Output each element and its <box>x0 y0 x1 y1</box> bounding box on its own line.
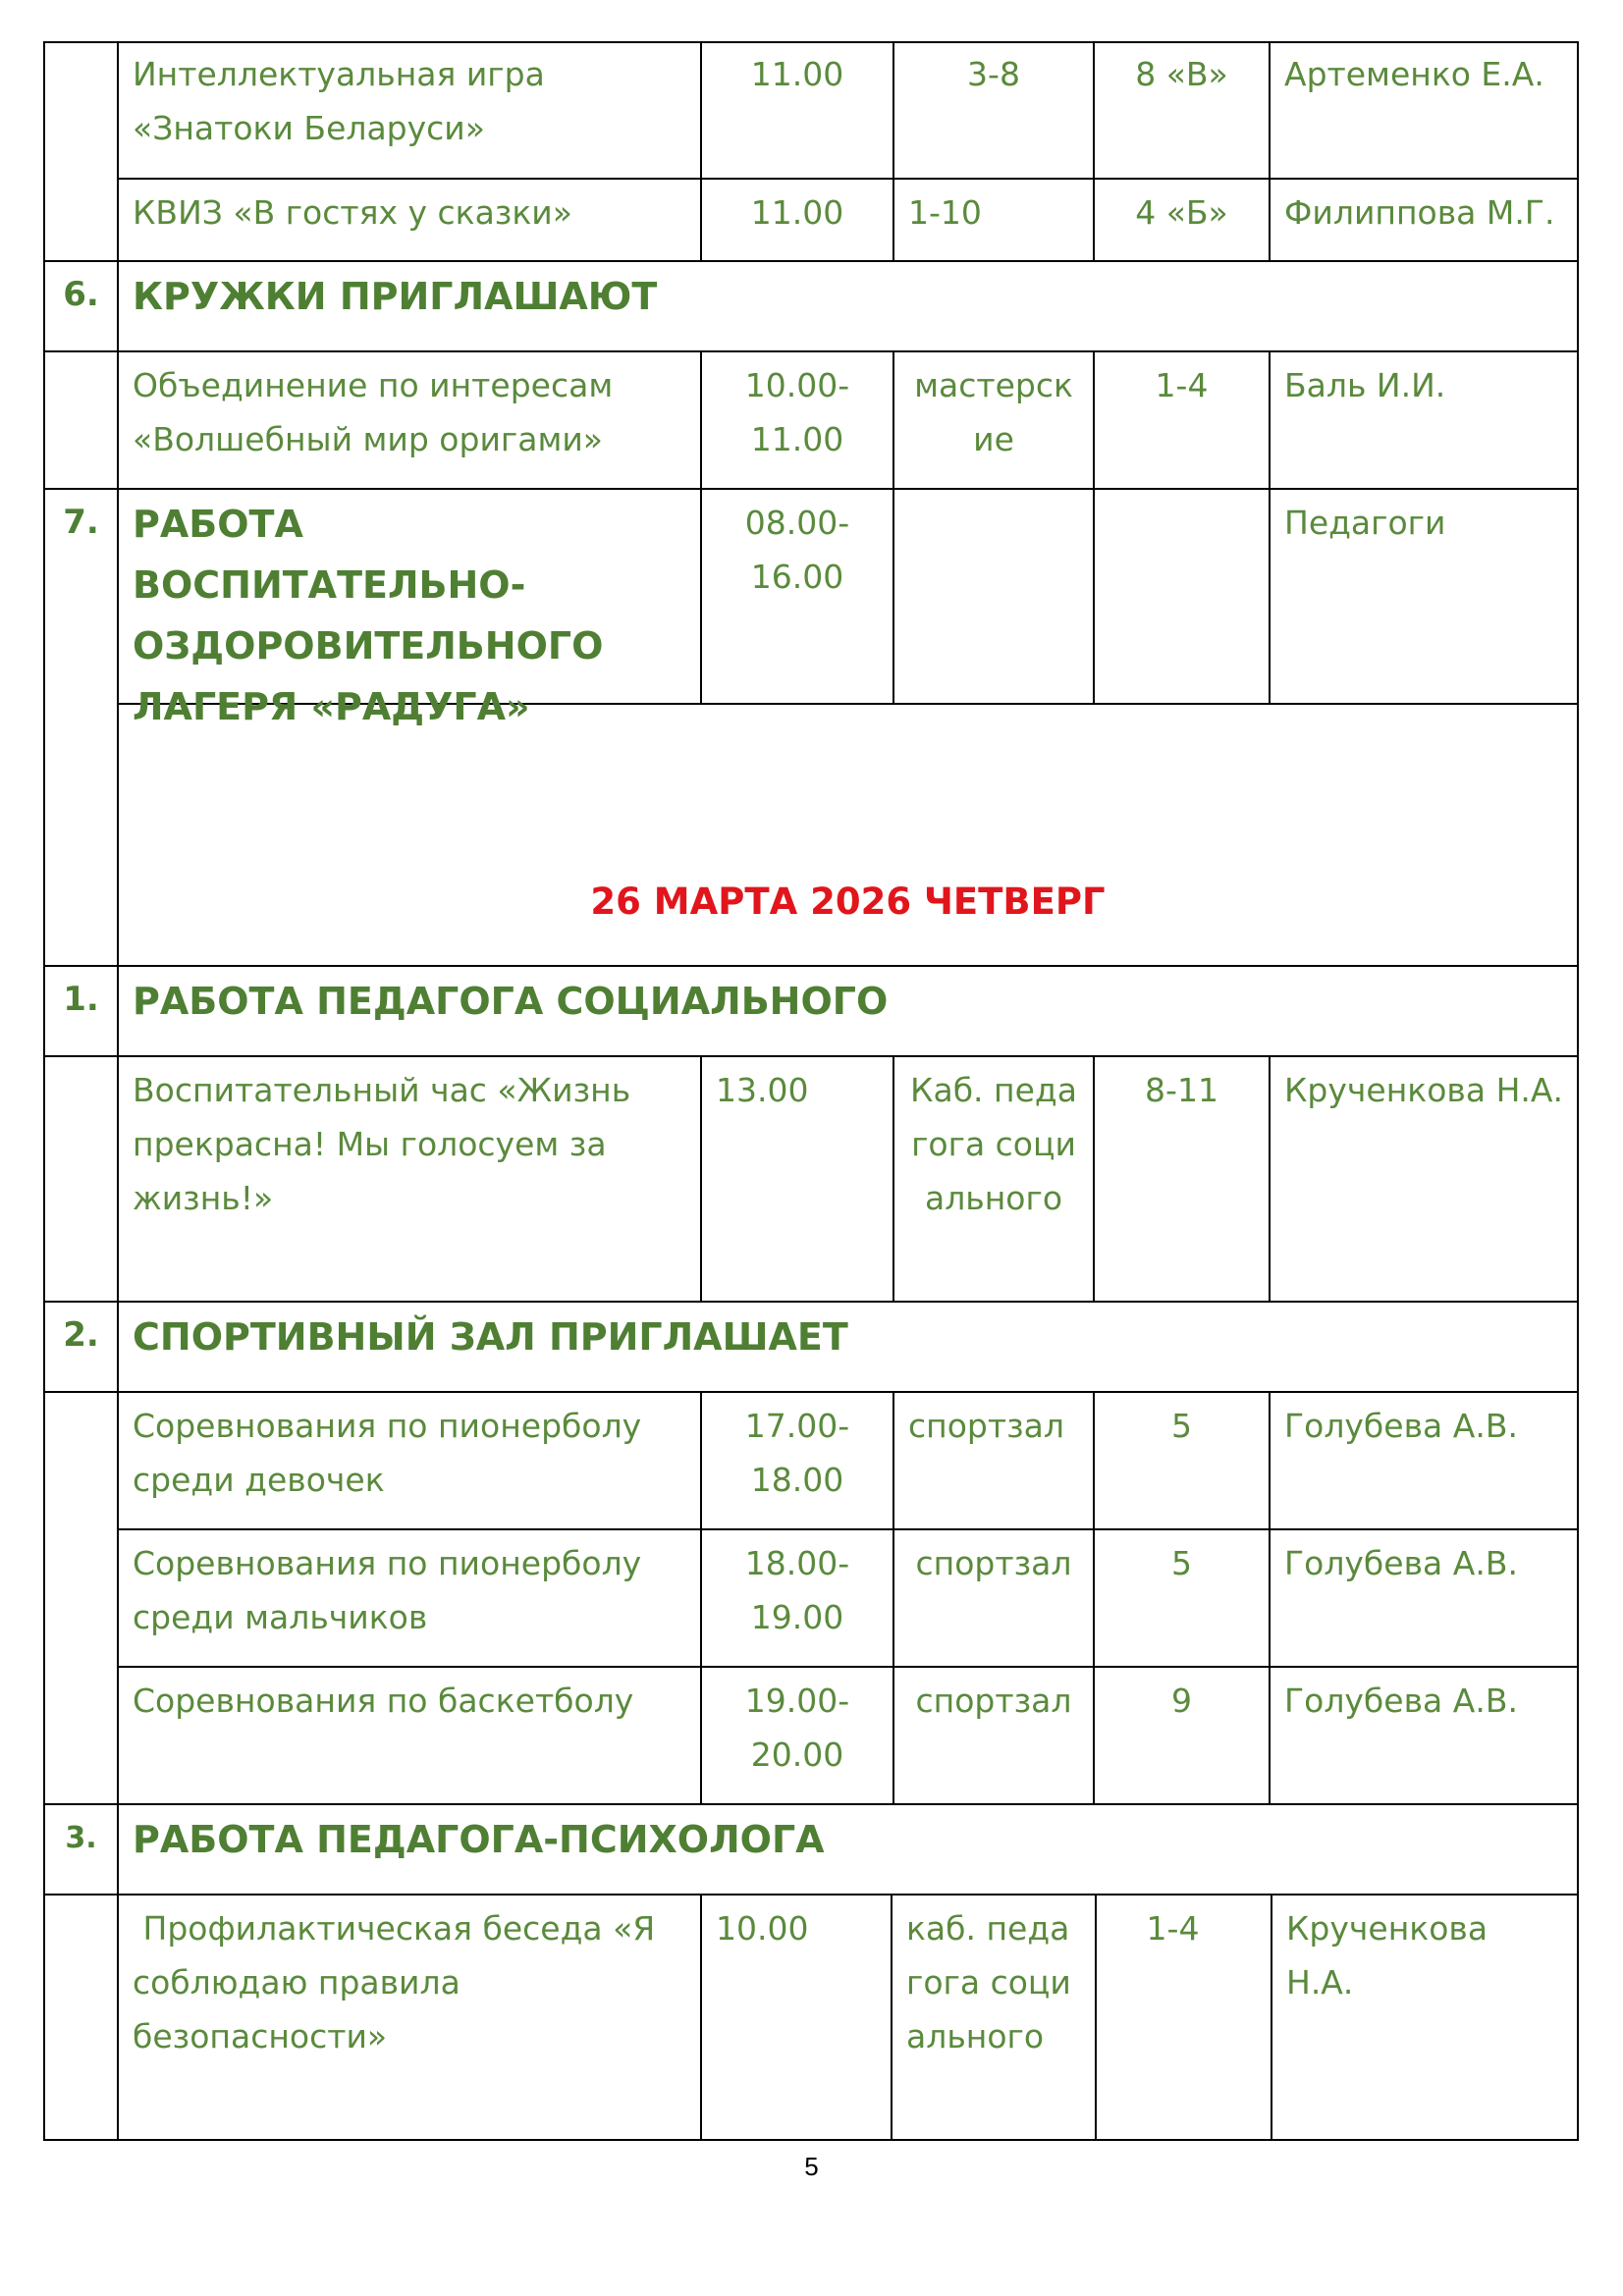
table-cell-place: спортзал <box>908 1407 1064 1445</box>
table-cell-responsible: Артеменко Е.А. <box>1284 55 1544 93</box>
table-cell-activity: Соревнования по пионерболу среди мальчиков <box>133 1544 642 1636</box>
table-border <box>1577 41 1579 2141</box>
section-number: 3. <box>65 1821 97 1855</box>
table-cell-place: 3-8 <box>967 55 1020 93</box>
section-heading: РАБОТА ПЕДАГОГА-ПСИХОЛОГА <box>133 1818 825 1861</box>
table-cell-responsible: Крученкова Н.А. <box>1284 1071 1563 1109</box>
table-cell-place: каб. педагога социального <box>906 1909 1071 2056</box>
table-cell-time: 13.00 <box>716 1071 809 1109</box>
table-cell-place: спортзал <box>915 1544 1072 1582</box>
table-cell-class: 5 <box>1171 1544 1192 1582</box>
table-cell-responsible: Баль И.И. <box>1284 366 1446 404</box>
table-cell-time: 19.00-20.00 <box>744 1682 850 1774</box>
table-cell-responsible: Голубева А.В. <box>1284 1544 1518 1582</box>
table-cell-activity: Объединение по интересам «Волшебный мир оригами» <box>133 366 614 458</box>
section-number: 2. <box>63 1315 99 1355</box>
table-cell-responsible: Голубева А.В. <box>1284 1407 1518 1445</box>
table-cell-responsible: Педагоги <box>1284 504 1446 542</box>
table-cell-activity: Соревнования по пионерболу среди девочек <box>133 1407 642 1499</box>
table-cell-class: 1-4 <box>1155 366 1209 404</box>
section-heading: СПОРТИВНЫЙ ЗАЛ ПРИГЛАШАЕТ <box>133 1315 848 1359</box>
table-cell-place: спортзал <box>915 1682 1072 1720</box>
section-number: 7. <box>63 503 99 542</box>
table-cell-place: мастерские <box>914 366 1073 458</box>
table-border <box>43 2139 1579 2141</box>
table-cell-class: 8-11 <box>1145 1071 1218 1109</box>
section-heading: РАБОТА ПЕДАГОГА СОЦИАЛЬНОГО <box>133 980 889 1023</box>
table-cell-time: 10.00 <box>716 1909 809 1948</box>
table-cell-place: 1-10 <box>908 193 982 232</box>
section-number: 6. <box>63 275 99 314</box>
date-heading: 26 МАРТА 2026 ЧЕТВЕРГ <box>590 881 1106 923</box>
table-cell-time: 08.00-16.00 <box>744 504 850 596</box>
table-cell-activity: Профилактическая беседа «Я соблюдаю правила безопасности» <box>133 1909 666 2056</box>
table-cell-activity: КВИЗ «В гостях у сказки» <box>133 193 572 232</box>
section-number: 1. <box>63 980 99 1019</box>
table-cell-activity: Воспитательный час «Жизнь прекрасна! Мы голосуем за жизнь!» <box>133 1071 631 1217</box>
table-cell-time: 17.00-18.00 <box>744 1407 850 1499</box>
table-cell-class: 5 <box>1171 1407 1192 1445</box>
table-cell-responsible: Крученкова Н.А. <box>1286 1909 1488 2002</box>
page-number: 5 <box>804 2152 819 2181</box>
table-cell-time: 18.00-19.00 <box>744 1544 850 1636</box>
table-cell-place: Каб. педагога социального <box>910 1071 1077 1217</box>
table-cell-time: 11.00 <box>750 55 844 93</box>
table-cell-class: 4 «Б» <box>1135 193 1228 232</box>
table-cell-activity: Соревнования по баскетболу <box>133 1682 634 1720</box>
table-cell-class: 1-4 <box>1146 1909 1200 1948</box>
table-cell-time: 10.00-11.00 <box>744 366 850 458</box>
table-cell-time: 11.00 <box>750 193 844 232</box>
table-cell-activity: Интеллектуальная игра «Знатоки Беларуси» <box>133 55 545 147</box>
section-heading: КРУЖКИ ПРИГЛАШАЮТ <box>133 275 658 318</box>
table-cell-responsible: Филиппова М.Г. <box>1284 193 1555 232</box>
table-cell-responsible: Голубева А.В. <box>1284 1682 1518 1720</box>
section-heading: РАБОТА ВОСПИТАТЕЛЬНО-ОЗДОРОВИТЕЛЬНОГО ЛАГЕРЯ «РАДУГА» <box>133 503 604 728</box>
table-cell-class: 8 «В» <box>1135 55 1228 93</box>
table-cell-class: 9 <box>1171 1682 1192 1720</box>
